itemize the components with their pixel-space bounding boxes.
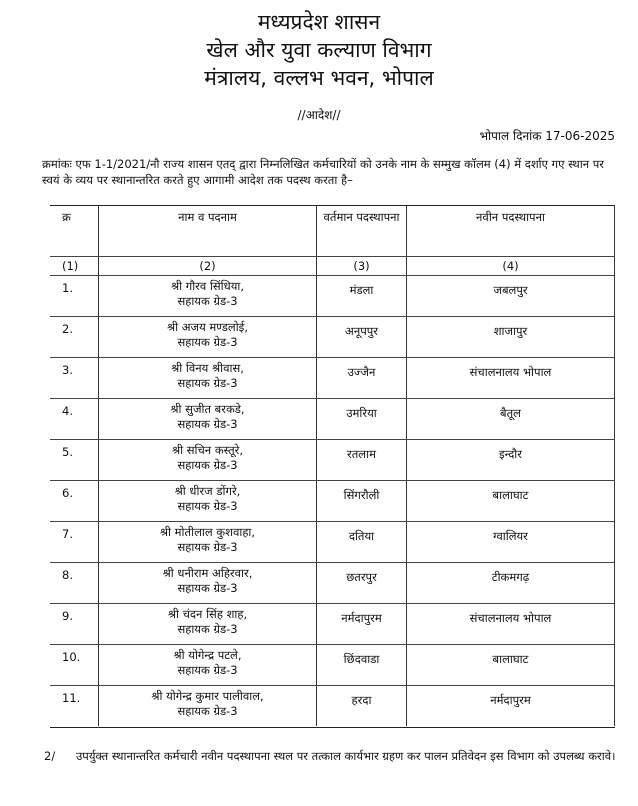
employee-designation: सहायक ग्रेड-3 bbox=[177, 622, 238, 636]
footer-text: उपर्युक्त स्थानान्तरित कर्मचारी नवीन पदस्थापना स्थल पर तत्काल कार्यभार ग्रहण कर पालन प्रतिवेदन इस विभाग को उपलब्ध करावे। bbox=[76, 749, 616, 763]
new-posting: इन्दौर bbox=[406, 440, 615, 480]
row-sno: 1. bbox=[62, 281, 73, 295]
table-row bbox=[50, 276, 615, 317]
table-row bbox=[50, 686, 615, 726]
row-name-cell bbox=[98, 276, 316, 316]
col-number-2: (2) bbox=[98, 257, 316, 275]
row-name-cell bbox=[98, 563, 316, 603]
new-posting: बालाघाट bbox=[406, 481, 615, 521]
current-posting: छिंदवाडा bbox=[316, 645, 406, 685]
new-posting: नर्मदापुरम bbox=[406, 686, 615, 726]
column-number-row bbox=[50, 257, 615, 276]
table-row bbox=[50, 440, 615, 481]
new-posting: जबलपुर bbox=[406, 276, 615, 316]
row-name-cell bbox=[98, 645, 316, 685]
current-posting: अनूपपुर bbox=[316, 317, 406, 357]
current-posting: छतरपुर bbox=[316, 563, 406, 603]
current-posting: उमरिया bbox=[316, 399, 406, 439]
table-row bbox=[50, 399, 615, 440]
new-posting: बालाघाट bbox=[406, 645, 615, 685]
col-number-3: (3) bbox=[316, 257, 406, 275]
new-posting: ग्वालियर bbox=[406, 522, 615, 562]
new-posting: संचालनालय भोपाल bbox=[406, 358, 615, 398]
table-row bbox=[50, 563, 615, 604]
employee-name: श्री सचिन कस्तूरे, bbox=[171, 443, 244, 457]
current-posting: सिंगरौली bbox=[316, 481, 406, 521]
row-name-cell bbox=[98, 686, 316, 726]
col-number-4: (4) bbox=[406, 257, 615, 275]
row-name-cell bbox=[98, 399, 316, 439]
current-posting: दतिया bbox=[316, 522, 406, 562]
row-sno: 8. bbox=[62, 568, 73, 582]
new-posting: संचालनालय भोपाल bbox=[406, 604, 615, 644]
row-sno: 11. bbox=[62, 691, 81, 705]
government-title: मध्यप्रदेश शासन bbox=[257, 10, 381, 34]
new-posting: टीकमगढ़ bbox=[406, 563, 615, 603]
employee-designation: सहायक ग्रेड-3 bbox=[177, 499, 238, 513]
current-posting: मंडला bbox=[316, 276, 406, 316]
employee-name: श्री गौरव सिंधिया, bbox=[170, 279, 245, 293]
col-number-1: (1) bbox=[62, 259, 79, 273]
header-name: नाम व पदनाम bbox=[98, 206, 316, 256]
row-name-cell bbox=[98, 481, 316, 521]
order-date: भोपाल दिनांक 17-06-2025 bbox=[479, 129, 615, 143]
current-posting: हरदा bbox=[316, 686, 406, 726]
row-sno: 3. bbox=[62, 363, 73, 377]
header-new-posting: नवीन पदस्थापना bbox=[406, 206, 615, 256]
row-name-cell bbox=[98, 522, 316, 562]
footer-paragraph bbox=[44, 748, 622, 765]
row-sno: 2. bbox=[62, 322, 73, 336]
order-title: //आदेश// bbox=[297, 108, 341, 122]
footer-number: 2/ bbox=[44, 749, 56, 763]
employee-designation: सहायक ग्रेड-3 bbox=[177, 581, 238, 595]
employee-name: श्री विनय श्रीवास, bbox=[171, 361, 244, 375]
new-posting: शाजापुर bbox=[406, 317, 615, 357]
employee-designation: सहायक ग्रेड-3 bbox=[177, 335, 238, 349]
employee-designation: सहायक ग्रेड-3 bbox=[177, 417, 238, 431]
new-posting: बैतूल bbox=[406, 399, 615, 439]
employee-name: श्री योगेन्द्र पटले, bbox=[173, 648, 242, 662]
table-row bbox=[50, 481, 615, 522]
table-row bbox=[50, 317, 615, 358]
header-current-posting: वर्तमान पदस्थापना bbox=[316, 206, 406, 256]
employee-name: श्री योगेन्द्र कुमार पालीवाल, bbox=[151, 689, 264, 703]
employee-designation: सहायक ग्रेड-3 bbox=[177, 458, 238, 472]
row-name-cell bbox=[98, 440, 316, 480]
table-row bbox=[50, 358, 615, 399]
employee-designation: सहायक ग्रेड-3 bbox=[177, 663, 238, 677]
row-name-cell bbox=[98, 604, 316, 644]
table-header-row bbox=[50, 206, 615, 257]
employee-designation: सहायक ग्रेड-3 bbox=[177, 294, 238, 308]
row-name-cell bbox=[98, 358, 316, 398]
employee-name: श्री धनीराम अहिरवार, bbox=[162, 566, 253, 580]
office-address: मंत्रालय, वल्लभ भवन, भोपाल bbox=[204, 66, 434, 90]
table-row bbox=[50, 645, 615, 686]
row-sno: 7. bbox=[62, 527, 73, 541]
row-name-cell bbox=[98, 317, 316, 357]
employee-designation: सहायक ग्रेड-3 bbox=[177, 704, 238, 718]
table-row bbox=[50, 522, 615, 563]
reference-paragraph: क्रमांकः एफ 1-1/2021/नौ राज्य शासन एतद् द्वारा निम्नलिखित कर्मचारियों को उनके नाम के सम्मुख कॉलम (4) में दर्शाए गए स्थान पर स्वयं के व्यय पर स्थानान्तरित करते हुए आगामी आदेश तक पदस्थ करता है– bbox=[42, 157, 605, 187]
table-row bbox=[50, 604, 615, 645]
row-sno: 10. bbox=[62, 650, 81, 664]
employee-designation: सहायक ग्रेड-3 bbox=[177, 540, 238, 554]
current-posting: रतलाम bbox=[316, 440, 406, 480]
employee-designation: सहायक ग्रेड-3 bbox=[177, 376, 238, 390]
row-sno: 9. bbox=[62, 609, 73, 623]
transfer-table bbox=[50, 205, 615, 728]
department-title: खेल और युवा कल्याण विभाग bbox=[206, 38, 432, 62]
employee-name: श्री धीरज डोंगरे, bbox=[174, 484, 241, 498]
employee-name: श्री मोतीलाल कुशवाहा, bbox=[159, 525, 256, 539]
employee-name: श्री अजय मण्डलोई, bbox=[167, 320, 248, 334]
current-posting: नर्मदापुरम bbox=[316, 604, 406, 644]
current-posting: उज्जैन bbox=[316, 358, 406, 398]
employee-name: श्री चंदन सिंह शाह, bbox=[167, 607, 248, 621]
employee-name: श्री सुजीत बरकडे, bbox=[170, 402, 245, 416]
row-sno: 6. bbox=[62, 486, 73, 500]
row-sno: 4. bbox=[62, 404, 73, 418]
row-sno: 5. bbox=[62, 445, 73, 459]
header-sno: क्र bbox=[62, 210, 71, 224]
